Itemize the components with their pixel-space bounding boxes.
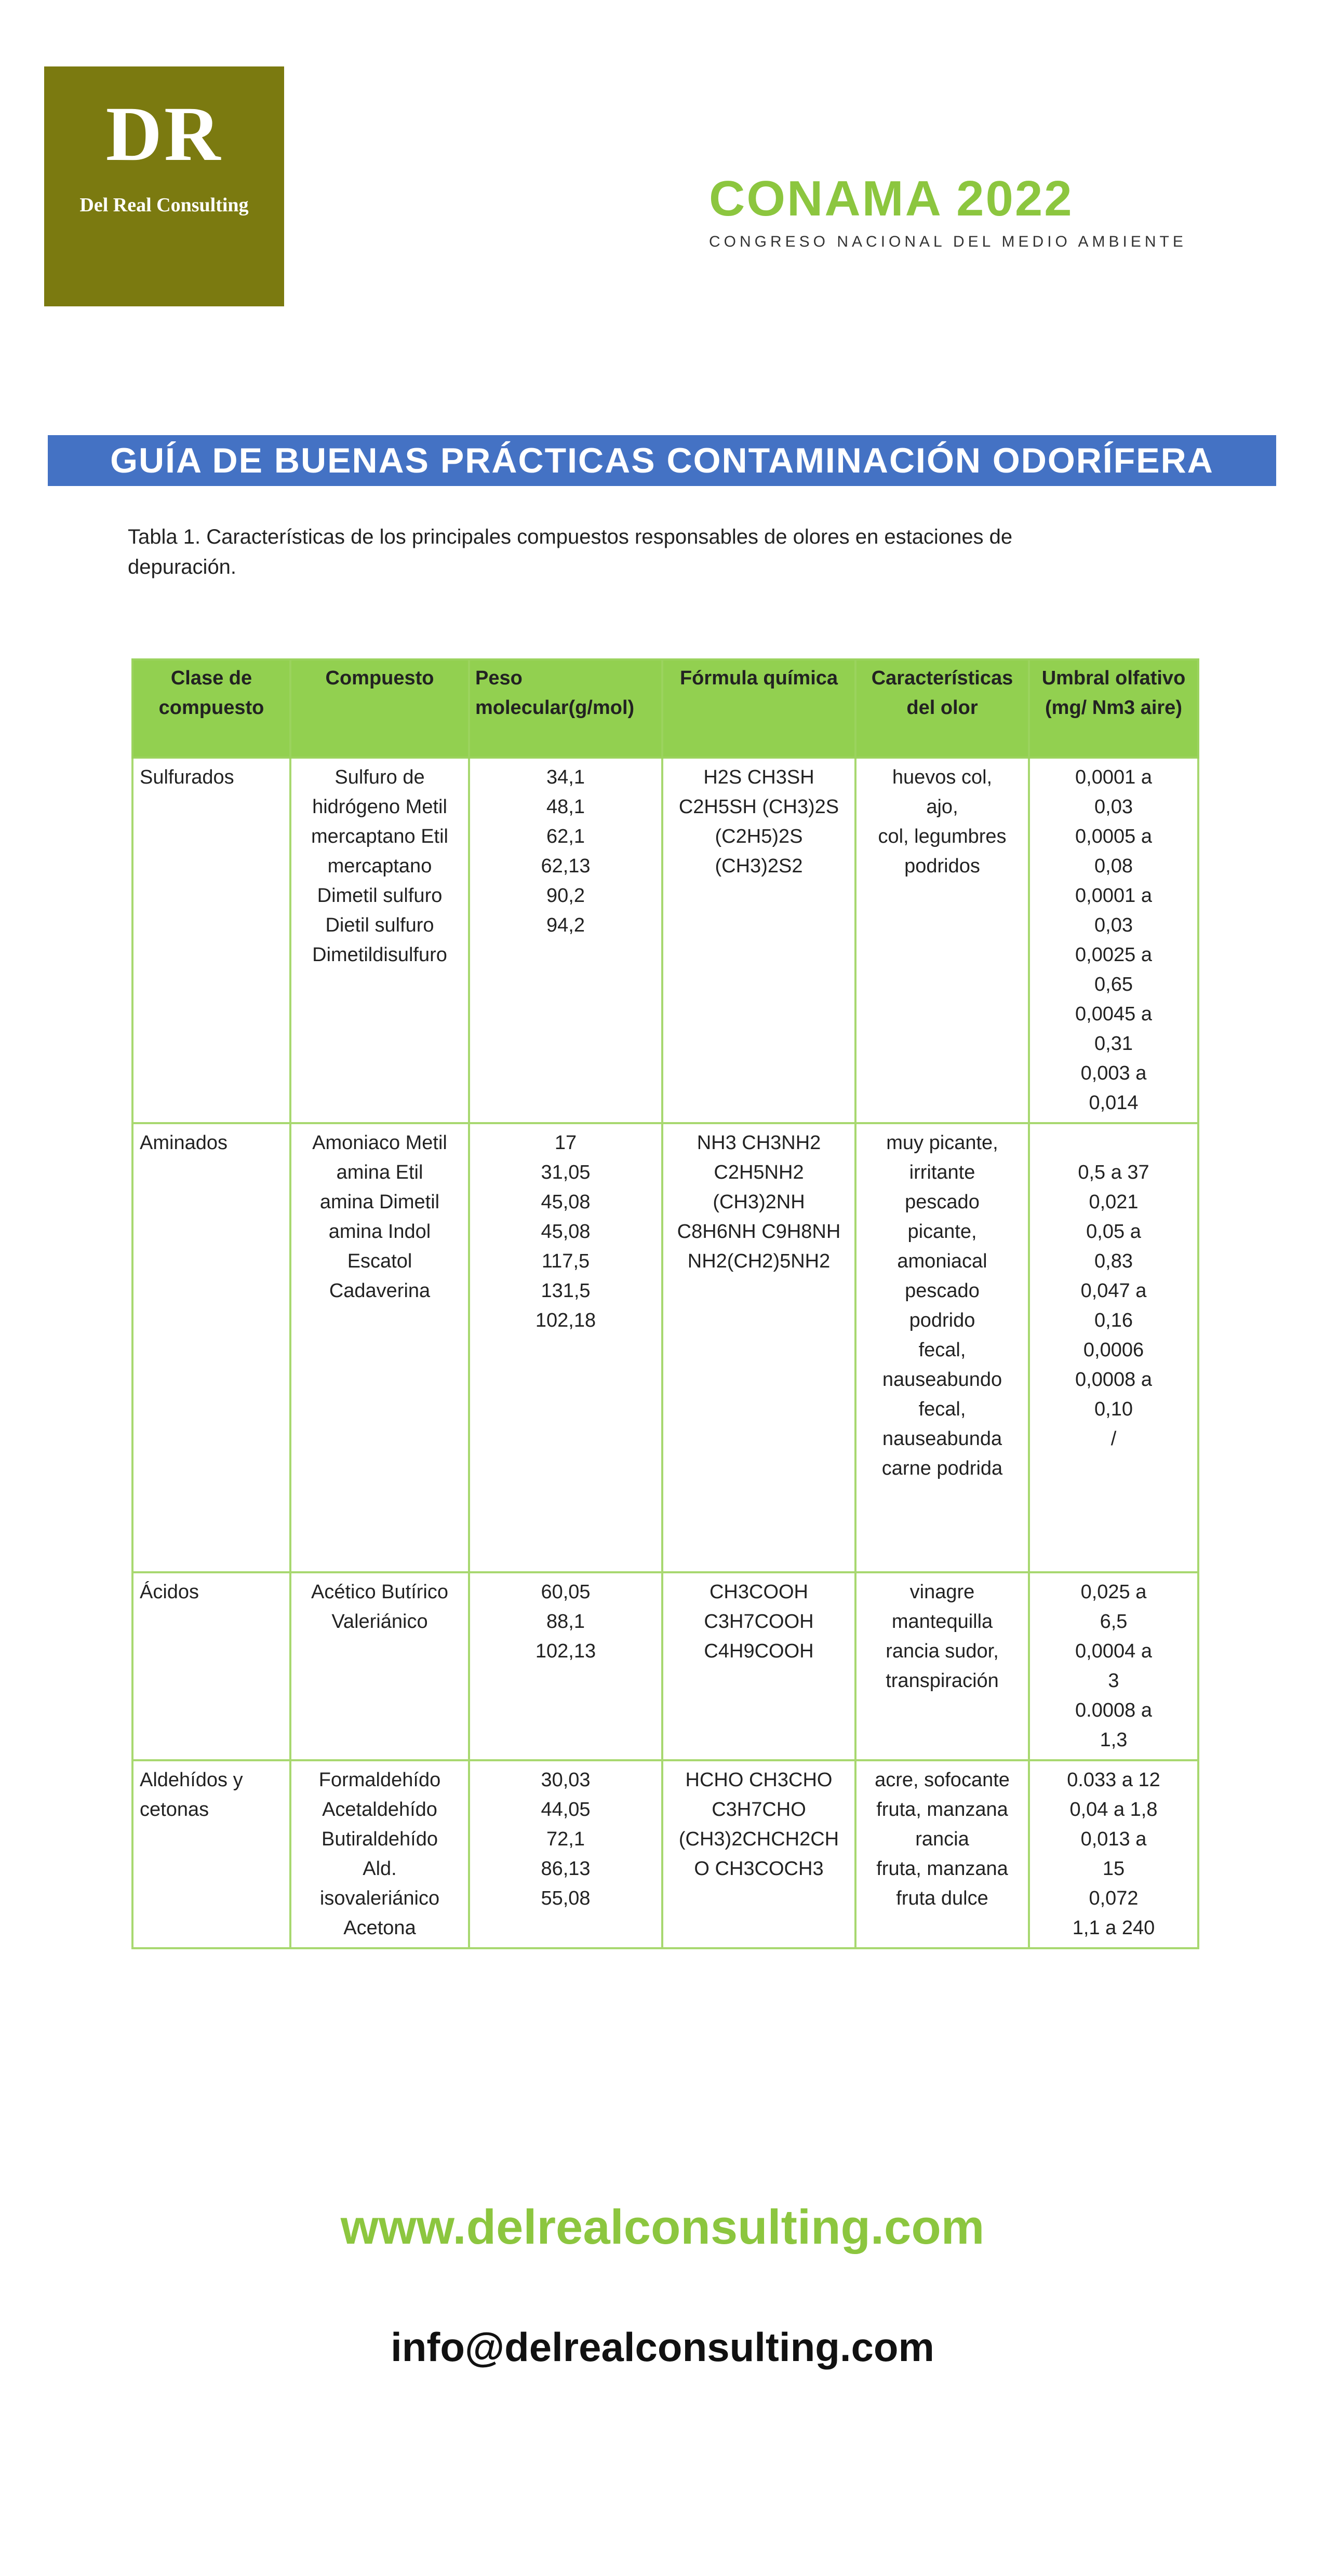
table-cell: NH3 CH3NH2 C2H5NH2 (CH3)2NH C8H6NH C9H8NH NH2(CH2)5NH2 [662, 1123, 855, 1572]
table-cell: muy picante, irritante pescado picante, amoniacal pescado podrido fecal, nauseabundo fecal, nauseabunda carne podrida [855, 1123, 1029, 1572]
table-caption: Tabla 1. Características de los principales compuestos responsables de olores en estaciones de depuración. [128, 525, 1013, 578]
odor-compounds-table [131, 658, 1199, 1949]
conama-logo [709, 171, 1187, 251]
table-cell: Formaldehído Acetaldehído Butiraldehído Ald. isovaleriánico Acetona [290, 1760, 469, 1948]
table-row [132, 1572, 1198, 1760]
header-cell: Umbral olfativo (mg/ Nm3 aire) [1029, 659, 1198, 758]
header-cell: Fórmula química [662, 659, 855, 758]
table-cell: 17 31,05 45,08 45,08 117,5 131,5 102,18 [469, 1123, 662, 1572]
table-cell: vinagre mantequilla rancia sudor, transpiración [855, 1572, 1029, 1760]
table-cell: 0.033 a 12 0,04 a 1,8 0,013 a 15 0,072 1,1 a 240 [1029, 1760, 1198, 1948]
logo-mark: DR [105, 91, 223, 177]
table-cell: Sulfuro de hidrógeno Metil mercaptano Etil mercaptano Dimetil sulfuro Dietil sulfuro Dimetildisulfuro [290, 758, 469, 1123]
table-cell: Aminados [132, 1123, 290, 1572]
table-header-row [132, 659, 1198, 758]
table-row [132, 1123, 1198, 1572]
logo-company-name: Del Real Consulting [79, 194, 249, 216]
table-cell: HCHO CH3CHO C3H7CHO (CH3)2CHCH2CH O CH3COCH3 [662, 1760, 855, 1948]
website-link[interactable]: www.delrealconsulting.com [340, 2200, 985, 2254]
table-row [132, 1760, 1198, 1948]
email-link[interactable]: info@delrealconsulting.com [391, 2324, 934, 2370]
table-cell: 0,5 a 37 0,021 0,05 a 0,83 0,047 a 0,16 0,0006 0,0008 a 0,10 / [1029, 1123, 1198, 1572]
table-cell: huevos col, ajo, col, legumbres podridos [855, 758, 1029, 1123]
table-cell: H2S CH3SH C2H5SH (CH3)2S (C2H5)2S (CH3)2S2 [662, 758, 855, 1123]
table-cell: acre, sofocante fruta, manzana rancia fruta, manzana fruta dulce [855, 1760, 1029, 1948]
table-cell: CH3COOH C3H7COOH C4H9COOH [662, 1572, 855, 1760]
header-cell: Peso molecular(g/mol) [469, 659, 662, 758]
table-cell: Sulfurados [132, 758, 290, 1123]
table-cell: 34,1 48,1 62,1 62,13 90,2 94,2 [469, 758, 662, 1123]
table-cell: 0,0001 a 0,03 0,0005 a 0,08 0,0001 a 0,03 0,0025 a 0,65 0,0045 a 0,31 0,003 a 0,014 [1029, 758, 1198, 1123]
header-cell: Características del olor [855, 659, 1029, 758]
table-cell: Acético Butírico Valeriánico [290, 1572, 469, 1760]
table-cell: 30,03 44,05 72,1 86,13 55,08 [469, 1760, 662, 1948]
table-cell: 0,025 a 6,5 0,0004 a 3 0.0008 a 1,3 [1029, 1572, 1198, 1760]
conama-subtitle: CONGRESO NACIONAL DEL MEDIO AMBIENTE [709, 233, 1187, 250]
table-cell: Ácidos [132, 1572, 290, 1760]
table-cell: Aldehídos y cetonas [132, 1760, 290, 1948]
table-cell: 60,05 88,1 102,13 [469, 1572, 662, 1760]
conama-title: CONAMA 2022 [709, 171, 1074, 226]
table-cell: Amoniaco Metil amina Etil amina Dimetil amina Indol Escatol Cadaverina [290, 1123, 469, 1572]
header-cell: Compuesto [290, 659, 469, 758]
guide-title-banner: GUÍA DE BUENAS PRÁCTICAS CONTAMINACIÓN ODORÍFERA [48, 435, 1276, 486]
company-logo [44, 66, 284, 306]
table-row [132, 758, 1198, 1123]
header-cell: Clase de compuesto [132, 659, 290, 758]
